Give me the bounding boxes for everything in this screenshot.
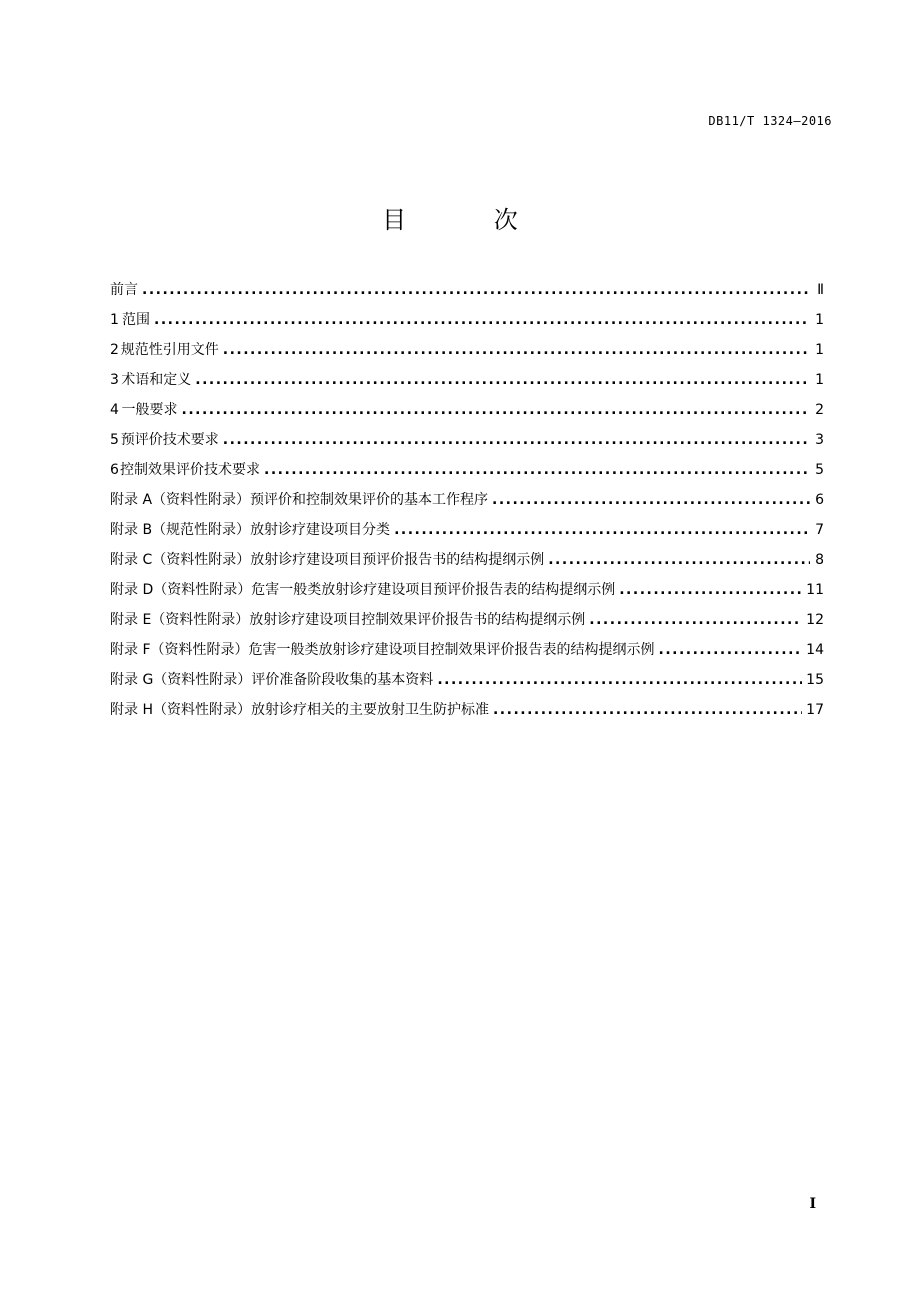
toc-appendix-page: 12 [806, 612, 824, 628]
toc-entry-text: 规范性引用文件 [120, 342, 219, 358]
toc-leader-dots [182, 400, 810, 420]
toc-appendix-page: 11 [806, 582, 824, 598]
toc-entry-control-effect-evaluation[interactable] [110, 460, 824, 490]
toc-entry-page: 1 [815, 312, 824, 328]
toc-leader-dots [492, 490, 810, 510]
toc-appendix-label: 附录 B（规范性附录） [110, 522, 251, 538]
toc-appendix-label: 附录 E（资料性附录） [110, 612, 250, 628]
toc-entry-text: 术语和定义 [121, 372, 192, 388]
toc-leader-dots [394, 520, 810, 540]
toc-appendix-text: 危害一般类放射诊疗建设项目控制效果评价报告表的结构提纲示例 [248, 642, 655, 658]
toc-appendix-page: 6 [815, 492, 824, 508]
document-code: DB11/T 1324—2016 [708, 114, 832, 128]
toc-leader-dots [223, 430, 810, 450]
toc-entry-number: 3 [110, 372, 119, 388]
toc-entry-scope[interactable] [110, 310, 824, 340]
toc-appendix-g[interactable] [110, 670, 824, 700]
toc-entry-general-requirements[interactable] [110, 400, 824, 430]
toc-appendix-page: 14 [806, 642, 824, 658]
toc-entry-page: 5 [815, 462, 824, 478]
toc-entry-page: 1 [815, 372, 824, 388]
toc-appendix-label: 附录 H（资料性附录） [110, 702, 251, 718]
toc-entry-number: 5 [110, 432, 119, 448]
toc-entry-number: 6 [110, 462, 119, 478]
toc-entry-number: 2 [110, 342, 119, 358]
toc-appendix-label: 附录 G（资料性附录） [110, 672, 252, 688]
toc-leader-dots [437, 670, 802, 690]
toc-appendix-page: 8 [815, 552, 824, 568]
toc-appendix-c[interactable] [110, 550, 824, 580]
toc-entry-page: Ⅱ [817, 282, 824, 298]
toc-entry-foreword[interactable] [110, 280, 824, 310]
toc-appendix-a[interactable] [110, 490, 824, 520]
toc-entry-text: 范围 [122, 312, 151, 328]
toc-appendix-label: 附录 A（资料性附录） [110, 492, 251, 508]
toc-entry-text: 控制效果评价技术要求 [120, 462, 261, 478]
table-of-contents [110, 280, 824, 730]
toc-leader-dots [659, 640, 803, 660]
toc-leader-dots [548, 550, 810, 570]
toc-appendix-page: 7 [815, 522, 824, 538]
toc-leader-dots [493, 700, 802, 720]
toc-leader-dots [223, 340, 810, 360]
toc-appendix-label: 附录 C（资料性附录） [110, 552, 251, 568]
toc-appendix-label: 附录 D（资料性附录） [110, 582, 252, 598]
toc-appendix-page: 17 [806, 702, 824, 718]
toc-entry-text: 前言 [110, 282, 138, 298]
toc-appendix-f[interactable] [110, 640, 824, 670]
toc-appendix-h[interactable] [110, 700, 824, 730]
toc-leader-dots [264, 460, 810, 480]
toc-entry-page: 1 [815, 342, 824, 358]
toc-entry-page: 2 [815, 402, 824, 418]
toc-leader-dots [589, 610, 802, 630]
toc-appendix-e[interactable] [110, 610, 824, 640]
toc-appendix-b[interactable] [110, 520, 824, 550]
toc-appendix-page: 15 [806, 672, 824, 688]
toc-appendix-d[interactable] [110, 580, 824, 610]
toc-leader-dots [619, 580, 802, 600]
toc-entry-number: 4 [110, 402, 119, 418]
toc-appendix-text: 放射诊疗建设项目分类 [250, 522, 391, 538]
toc-entry-pre-evaluation[interactable] [110, 430, 824, 460]
toc-appendix-text: 预评价和控制效果评价的基本工作程序 [250, 492, 489, 508]
toc-appendix-text: 放射诊疗建设项目预评价报告书的结构提纲示例 [250, 552, 545, 568]
toc-entry-text: 预评价技术要求 [120, 432, 219, 448]
toc-leader-dots [142, 280, 810, 300]
toc-appendix-label: 附录 F（资料性附录） [110, 642, 249, 658]
toc-leader-dots [195, 370, 810, 390]
toc-entry-number: 1 [110, 312, 119, 328]
toc-appendix-text: 危害一般类放射诊疗建设项目预评价报告表的结构提纲示例 [251, 582, 616, 598]
toc-title: 目 次 [382, 206, 558, 234]
toc-entry-text: 一般要求 [121, 402, 178, 418]
toc-appendix-text: 放射诊疗建设项目控制效果评价报告书的结构提纲示例 [249, 612, 586, 628]
toc-entry-normative-references[interactable] [110, 340, 824, 370]
toc-appendix-text: 放射诊疗相关的主要放射卫生防护标准 [250, 702, 489, 718]
toc-appendix-text: 评价准备阶段收集的基本资料 [251, 672, 434, 688]
toc-leader-dots [154, 310, 810, 330]
toc-entry-terms-definitions[interactable] [110, 370, 824, 400]
toc-entry-page: 3 [815, 432, 824, 448]
page-number: I [809, 1196, 816, 1212]
